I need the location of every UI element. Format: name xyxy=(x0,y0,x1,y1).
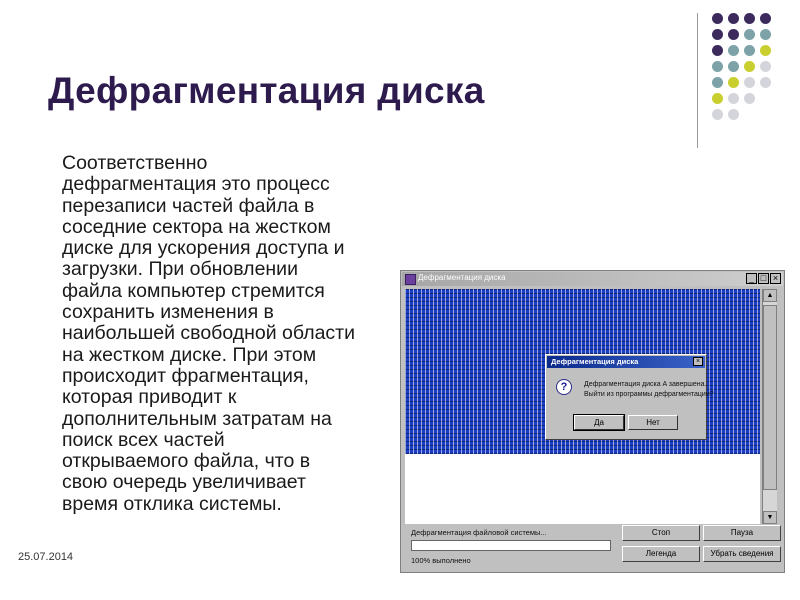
body-text-line: происходит фрагментация, xyxy=(62,364,309,387)
body-text-line: загрузки. При обновлении xyxy=(62,258,298,281)
decorative-dot xyxy=(744,61,755,72)
dialog-title: Дефрагментация диска xyxy=(551,357,639,366)
divider-line xyxy=(697,13,698,148)
stop-button[interactable]: Стоп xyxy=(622,525,700,541)
pause-button[interactable]: Пауза xyxy=(703,525,781,541)
body-text-line: время отклика системы. xyxy=(62,492,282,515)
decorative-dot xyxy=(728,13,739,24)
body-text-line: свою очередь увеличивает xyxy=(62,471,306,494)
decorative-dot xyxy=(760,61,771,72)
decorative-dot xyxy=(712,77,723,88)
question-icon: ? xyxy=(556,379,572,395)
decorative-dot xyxy=(744,77,755,88)
decorative-dot xyxy=(728,45,739,56)
scroll-up-arrow-icon[interactable]: ▲ xyxy=(763,289,777,302)
scroll-down-arrow-icon[interactable]: ▼ xyxy=(763,511,777,524)
decorative-dot xyxy=(760,13,771,24)
dialog-message-line2: Выйти из программы дефрагментации? xyxy=(584,391,714,398)
body-text-line: дополнительным затратам на xyxy=(62,407,332,430)
confirm-dialog xyxy=(545,354,714,440)
body-text-line: наибольшей свободной области xyxy=(62,322,355,345)
body-text-line: диске для ускорения доступа и xyxy=(62,237,345,260)
progress-bar xyxy=(411,540,611,551)
scrollbar-thumb[interactable] xyxy=(763,305,777,490)
no-button[interactable]: Нет xyxy=(628,415,678,430)
dialog-message-line1: Дефрагментация диска A завершена. xyxy=(584,381,707,388)
decorative-dot xyxy=(744,45,755,56)
decorative-dot xyxy=(728,93,739,104)
slide-title: Дефрагментация диска xyxy=(48,70,485,111)
body-text-line: открываемого файла, что в xyxy=(62,450,311,473)
disk-map-empty-area xyxy=(405,454,760,524)
decorative-dot xyxy=(744,29,755,40)
body-text-line: Соответственно xyxy=(62,152,208,174)
body-text-line: перезаписи частей файла в xyxy=(62,194,315,217)
decorative-dot xyxy=(712,93,723,104)
slide-body-text xyxy=(62,153,392,515)
dialog-titlebar[interactable] xyxy=(547,356,705,368)
decorative-dot xyxy=(744,13,755,24)
window-title: Дефрагментация диска xyxy=(418,273,506,282)
legend-button[interactable]: Легенда xyxy=(622,546,700,562)
status-label: Дефрагментация файловой системы... xyxy=(411,528,547,537)
decorative-dot xyxy=(728,109,739,120)
decorative-dot xyxy=(744,93,755,104)
body-text-line: соседние сектора на жестком xyxy=(62,215,331,238)
body-text-line: на жестком диске. При этом xyxy=(62,343,317,366)
body-text-line: поиск всех частей xyxy=(62,428,225,451)
decorative-dot xyxy=(760,29,771,40)
yes-button[interactable]: Да xyxy=(574,415,624,430)
decorative-dot xyxy=(712,61,723,72)
decorative-dot xyxy=(728,77,739,88)
decorative-dot xyxy=(728,29,739,40)
hide-details-button[interactable]: Убрать сведения xyxy=(703,546,781,562)
dialog-close-button[interactable]: × xyxy=(693,357,703,366)
slide-date: 25.07.2014 xyxy=(18,551,74,563)
decorative-dot xyxy=(712,29,723,40)
decorative-dot xyxy=(712,45,723,56)
defrag-app-icon xyxy=(405,274,416,285)
body-text-line: дефрагментация это процесс xyxy=(62,173,330,196)
body-text-line: файла компьютер стремится xyxy=(62,279,325,302)
decorative-dot xyxy=(760,45,771,56)
maximize-button[interactable]: □ xyxy=(758,273,769,284)
body-text-line: сохранить изменения в xyxy=(62,301,274,324)
progress-text: 100% выполнено xyxy=(411,556,471,565)
close-button[interactable]: × xyxy=(770,273,781,284)
decorative-dot xyxy=(712,109,723,120)
decorative-dot xyxy=(728,61,739,72)
vertical-scrollbar[interactable] xyxy=(762,289,777,524)
minimize-button[interactable]: _ xyxy=(746,273,757,284)
decorative-dot-grid xyxy=(710,11,790,131)
decorative-dot xyxy=(760,77,771,88)
body-text-line: которая приводит к xyxy=(62,386,237,409)
window-titlebar[interactable] xyxy=(402,272,783,286)
decorative-dot xyxy=(712,13,723,24)
